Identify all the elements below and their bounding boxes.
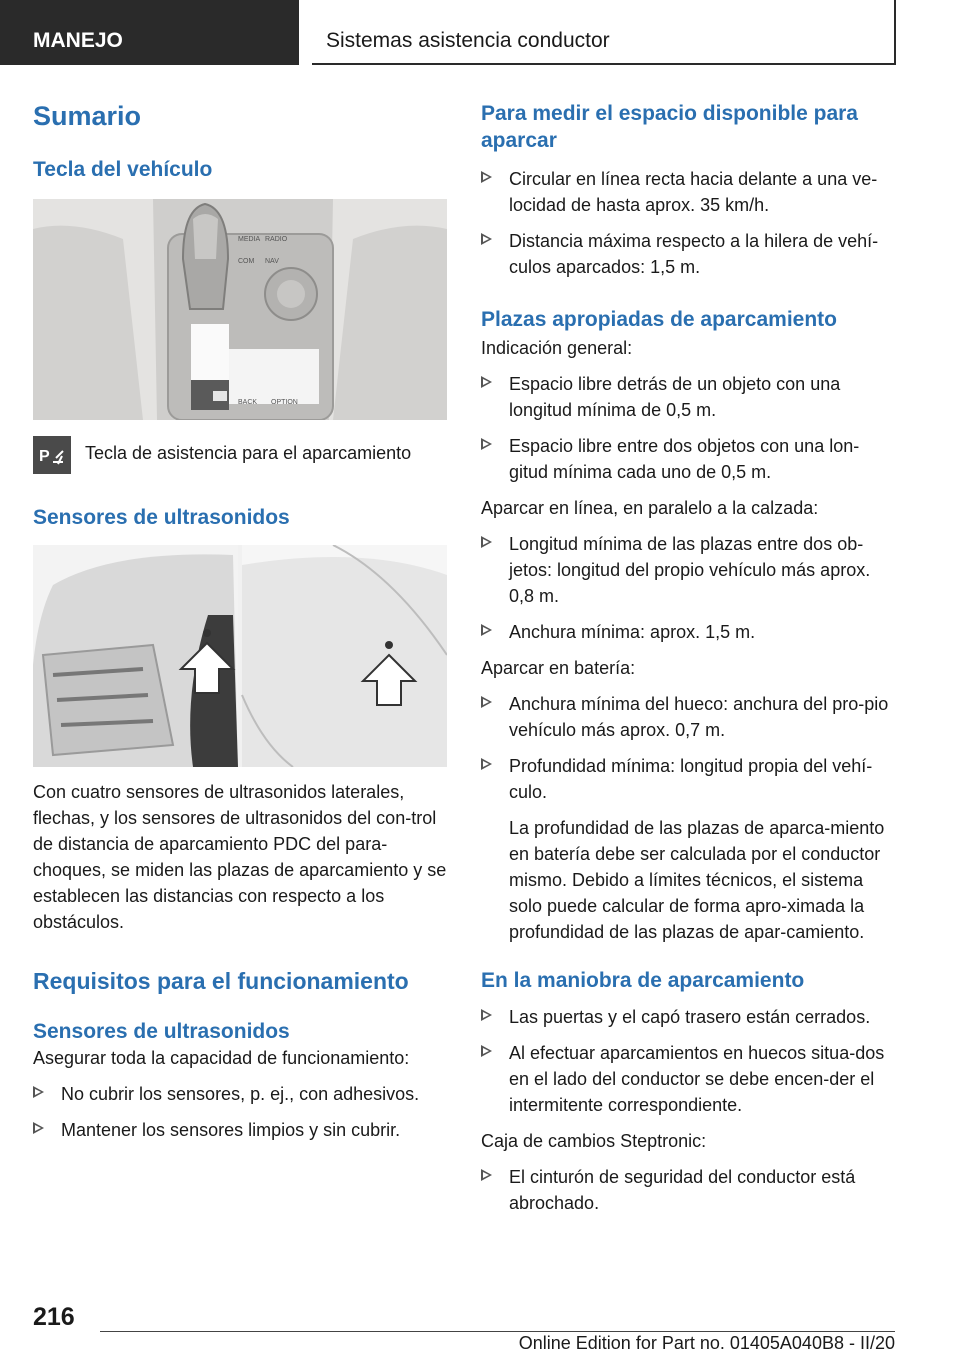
list-item: Anchura mínima: aprox. 1,5 m.	[481, 619, 895, 645]
photo-ultrasonic-sensors	[33, 545, 447, 767]
sensores-description: Con cuatro sensores de ultrasonidos laterales, flechas, y los sensores de ultrasonidos del con-trol de distancia de aparcamiento PDC del para-choques, se miden las plazas de aparcamiento y se establecen las distancias con respecto a los obstáculos.	[33, 782, 447, 932]
header-section-label: MANEJO	[33, 29, 123, 52]
linea-list	[481, 531, 895, 645]
general-list	[481, 371, 895, 485]
console-label: BACK	[238, 399, 258, 406]
maniobra-list	[481, 1004, 895, 1118]
bullet-triangle-icon	[481, 171, 492, 183]
bateria-text: Aparcar en batería:	[481, 658, 636, 678]
bateria-note: La profundidad de las plazas de aparca-miento en batería debe ser calculada por el conductor mismo. Debido a límites técnicos, el sistema solo puede calcular de forma apro-ximada la profundidad de las plazas de apar-camiento.	[509, 818, 885, 942]
footer-divider	[100, 1331, 895, 1332]
console-label: NAV	[265, 258, 279, 265]
list-item: Longitud mínima de las plazas entre dos ob-jetos: longitud del propio vehículo más aprox. 0,8 m.	[481, 531, 895, 609]
caja-list	[481, 1164, 895, 1216]
photo-center-console	[33, 199, 447, 420]
bullet-triangle-icon	[481, 1169, 492, 1181]
bullet-triangle-icon	[481, 758, 492, 770]
footer-edition: Online Edition for Part no. 01405A040B8 - II/20	[518, 1333, 895, 1353]
bullet-triangle-icon	[481, 1009, 492, 1021]
heading-requisitos: Requisitos para el funcionamiento	[33, 968, 409, 994]
bullet-triangle-icon	[33, 1086, 44, 1098]
list-item: Profundidad mínima: longitud propia del vehí-culo. La profundidad de las plazas de aparca-miento en batería debe ser calculada por el conductor mismo. Debido a límites técnicos, el sistema solo puede calcular de forma apro-ximada la profundidad de las plazas de apar-camiento.	[481, 753, 895, 945]
header-chapter-label: Sistemas asistencia conductor	[326, 29, 610, 52]
console-label: COM	[238, 258, 255, 265]
list-item: El cinturón de seguridad del conductor está abrochado.	[481, 1164, 895, 1216]
console-label: RADIO	[265, 236, 288, 243]
list-item: Anchura mínima del hueco: anchura del pro-pio vehículo más aprox. 0,7 m.	[481, 691, 895, 743]
left-column	[33, 100, 447, 1153]
medir-list	[481, 166, 895, 280]
heading-maniobra: En la maniobra de aparcamiento	[481, 969, 805, 992]
list-item: Mantener los sensores limpios y sin cubrir.	[33, 1117, 447, 1143]
linea-text: Aparcar en línea, en paralelo a la calzada:	[481, 498, 819, 518]
bullet-triangle-icon	[481, 438, 492, 450]
list-item: Circular en línea recta hacia delante a una ve-locidad de hasta aprox. 35 km/h.	[481, 166, 895, 218]
heading-sensores-ultrasonidos: Sensores de ultrasonidos	[33, 506, 290, 529]
heading-medir-espacio: Para medir el espacio disponible para aparcar	[481, 102, 858, 152]
center-console-illustration	[33, 199, 447, 420]
bullet-triangle-icon	[481, 233, 492, 245]
bullet-triangle-icon	[481, 376, 492, 388]
svg-text:P: P	[39, 448, 50, 465]
heading-tecla-vehiculo: Tecla del vehículo	[33, 158, 213, 181]
console-label: MEDIA	[238, 236, 261, 243]
console-label: OPTION	[271, 399, 298, 406]
indicacion-text: Indicación general:	[481, 338, 633, 358]
caja-text: Caja de cambios Steptronic:	[481, 1131, 707, 1151]
bullet-triangle-icon	[481, 536, 492, 548]
list-item: No cubrir los sensores, p. ej., con adhesivos.	[33, 1081, 447, 1107]
right-column	[481, 100, 895, 1226]
bullet-triangle-icon	[481, 624, 492, 636]
list-item: Distancia máxima respecto a la hilera de vehí-culos aparcados: 1,5 m.	[481, 228, 895, 280]
caption-text: Tecla de asistencia para el aparcamiento	[85, 443, 412, 463]
bullet-triangle-icon	[33, 1122, 44, 1134]
bullet-triangle-icon	[481, 1045, 492, 1057]
list-item: Espacio libre detrás de un objeto con una longitud mínima de 0,5 m.	[481, 371, 895, 423]
sensors-illustration	[33, 545, 447, 767]
bullet-triangle-icon	[481, 696, 492, 708]
list-item: Espacio libre entre dos objetos con una lon-gitud mínima cada uno de 0,5 m.	[481, 433, 895, 485]
heading-sumario: Sumario	[33, 101, 142, 131]
bateria-list	[481, 691, 895, 945]
header-section	[0, 0, 299, 65]
heading-plazas-apropiadas: Plazas apropiadas de aparcamiento	[481, 308, 837, 331]
list-item: Al efectuar aparcamientos en huecos situa-dos en el lado del conductor se debe encen-der el intermitente correspondiente.	[481, 1040, 895, 1118]
heading-sensores-ultrasonidos-2: Sensores de ultrasonidos	[33, 1020, 290, 1043]
requisitos-list	[33, 1081, 447, 1143]
list-item: Las puertas y el capó trasero están cerrados.	[481, 1004, 895, 1030]
page-number: 216	[33, 1303, 75, 1331]
asegurar-text: Asegurar toda la capacidad de funcionamiento:	[33, 1048, 410, 1068]
figure-caption	[33, 436, 447, 474]
header-chapter	[312, 0, 896, 65]
parking-assist-icon	[33, 436, 71, 474]
